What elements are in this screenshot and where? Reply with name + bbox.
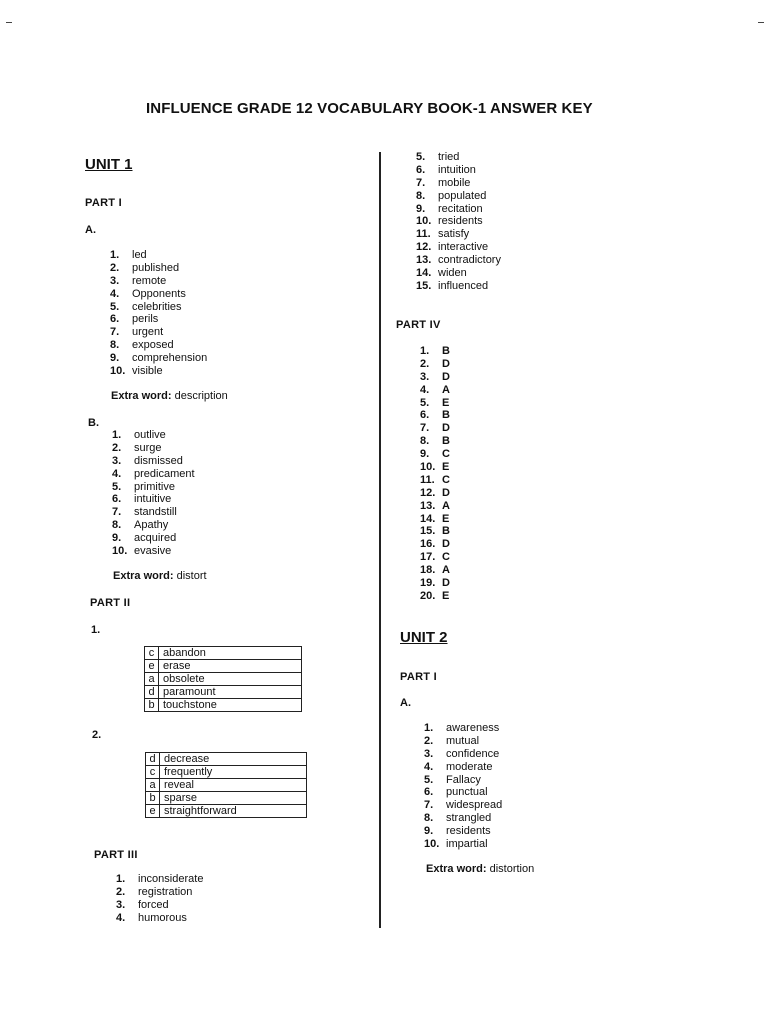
unit1-part4-label: PART IV (396, 319, 441, 331)
list-item: 5. E (420, 396, 450, 409)
table-row: d paramount (145, 686, 302, 699)
table-row: b touchstone (145, 699, 302, 712)
unit1-part1-label: PART I (85, 197, 123, 209)
list-item: 3. D (420, 370, 450, 383)
list-item: 3. confidence (424, 747, 500, 760)
list-item: 5. celebrities (110, 300, 182, 313)
list-item: 1. outlive (112, 429, 166, 441)
list-item: 15. B (420, 525, 450, 538)
list-item: 6. perils (110, 313, 159, 326)
unit1-part3-label: PART III (94, 849, 138, 861)
list-item: 11. C (420, 473, 450, 486)
list-item: 7. standstill (112, 506, 177, 519)
list-item: 1. B (420, 345, 450, 357)
list-item: 2. D (420, 357, 450, 370)
unit1-part1-a-label: A. (85, 224, 96, 236)
list-item: 8. populated (416, 189, 487, 202)
list-item: 4. Opponents (110, 287, 186, 300)
list-item: 7. D (420, 422, 450, 435)
table-row: d decrease (146, 753, 307, 766)
unit1-part2-table2 (145, 752, 307, 818)
table-row: e straightforward (146, 805, 307, 818)
list-item: 10. impartial (424, 838, 488, 851)
extra-word-label: Extra word: (113, 570, 174, 582)
unit1-part3-list-right (416, 151, 501, 293)
list-item: 4. moderate (424, 760, 493, 773)
list-item: 4. A (420, 383, 450, 396)
unit2-part1-a-label: A. (400, 697, 411, 709)
unit1-part1-b-label: B. (88, 417, 99, 429)
column-divider (379, 152, 381, 928)
scan-mark-left (6, 22, 12, 23)
list-item: 14. E (420, 512, 450, 525)
list-item: 2. published (110, 261, 180, 274)
list-item: 8. strangled (424, 812, 492, 825)
list-item: 1. inconsiderate (116, 873, 204, 885)
table-row: e erase (145, 660, 302, 673)
list-item: 14. widen (416, 267, 467, 280)
extra-word-value: distort (176, 570, 207, 582)
list-item: 8. exposed (110, 339, 174, 352)
list-item: 9. recitation (416, 202, 483, 215)
extra-word-value: distortion (489, 863, 535, 875)
list-item: 16. D (420, 538, 450, 551)
unit2-heading: UNIT 2 (400, 629, 448, 646)
unit2-part1-a-extra (426, 863, 534, 875)
unit1-part1-b-list (112, 429, 195, 558)
list-item: 4. humorous (116, 911, 187, 924)
extra-word-value: description (174, 390, 228, 402)
extra-word-label: Extra word: (426, 863, 487, 875)
unit1-part2-table2-label: 2. (92, 729, 102, 741)
list-item: 12. D (420, 486, 450, 499)
list-item: 20. E (420, 589, 450, 602)
list-item: 1. led (110, 249, 147, 261)
list-item: 12. interactive (416, 241, 489, 254)
list-item: 2. surge (112, 441, 162, 454)
list-item: 7. mobile (416, 176, 471, 189)
list-item: 6. B (420, 409, 450, 422)
unit1-part2-table1-label: 1. (91, 624, 101, 636)
list-item: 3. forced (116, 898, 169, 911)
list-item: 13. contradictory (416, 254, 501, 267)
unit1-part1-a-list (110, 249, 207, 378)
list-item: 10. residents (416, 215, 483, 228)
unit1-part1-b-extra (113, 570, 207, 582)
list-item: 8. B (420, 435, 450, 448)
list-item: 19. D (420, 577, 450, 590)
list-item: 9. residents (424, 825, 491, 838)
unit2-part1-label: PART I (400, 671, 438, 683)
table-row: c frequently (146, 766, 307, 779)
unit1-part4-list (420, 345, 450, 603)
list-item: 10. visible (110, 365, 163, 378)
list-item: 5. Fallacy (424, 773, 481, 786)
table-row: b sparse (146, 792, 307, 805)
unit1-part2-label: PART II (90, 597, 131, 609)
table-row: c abandon (145, 647, 302, 660)
list-item: 9. comprehension (110, 352, 208, 365)
list-item: 11. satisfy (416, 228, 470, 241)
extra-word-label: Extra word: (111, 390, 172, 402)
list-item: 6. intuition (416, 163, 476, 176)
list-item: 7. urgent (110, 326, 164, 339)
unit1-part1-a-extra (111, 390, 228, 402)
table-row: a obsolete (145, 673, 302, 686)
table-row: a reveal (146, 779, 307, 792)
list-item: 7. widespread (424, 799, 503, 812)
list-item: 5. tried (416, 151, 460, 163)
list-item: 6. intuitive (112, 493, 172, 506)
list-item: 1. awareness (424, 722, 500, 734)
list-item: 5. primitive (112, 480, 175, 493)
scan-mark-right (758, 22, 764, 23)
list-item: 9. C (420, 448, 450, 461)
list-item: 18. A (420, 564, 450, 577)
list-item: 4. predicament (112, 467, 195, 480)
list-item: 15. influenced (416, 279, 489, 292)
list-item: 13. A (420, 499, 450, 512)
list-item: 2. mutual (424, 734, 480, 747)
unit1-heading: UNIT 1 (85, 156, 133, 173)
list-item: 3. remote (110, 274, 167, 287)
unit2-part1-a-list (424, 722, 502, 851)
unit1-part3-list-left (116, 873, 203, 925)
page-title: INFLUENCE GRADE 12 VOCABULARY BOOK-1 ANSWER KEY (146, 100, 593, 117)
unit1-part2-table1 (144, 646, 302, 712)
list-item: 6. punctual (424, 786, 488, 799)
list-item: 17. C (420, 551, 450, 564)
list-item: 9. acquired (112, 532, 177, 545)
list-item: 8. Apathy (112, 519, 169, 532)
list-item: 2. registration (116, 885, 193, 898)
list-item: 3. dismissed (112, 454, 183, 467)
list-item: 10. E (420, 461, 450, 474)
list-item: 10. evasive (112, 545, 172, 558)
